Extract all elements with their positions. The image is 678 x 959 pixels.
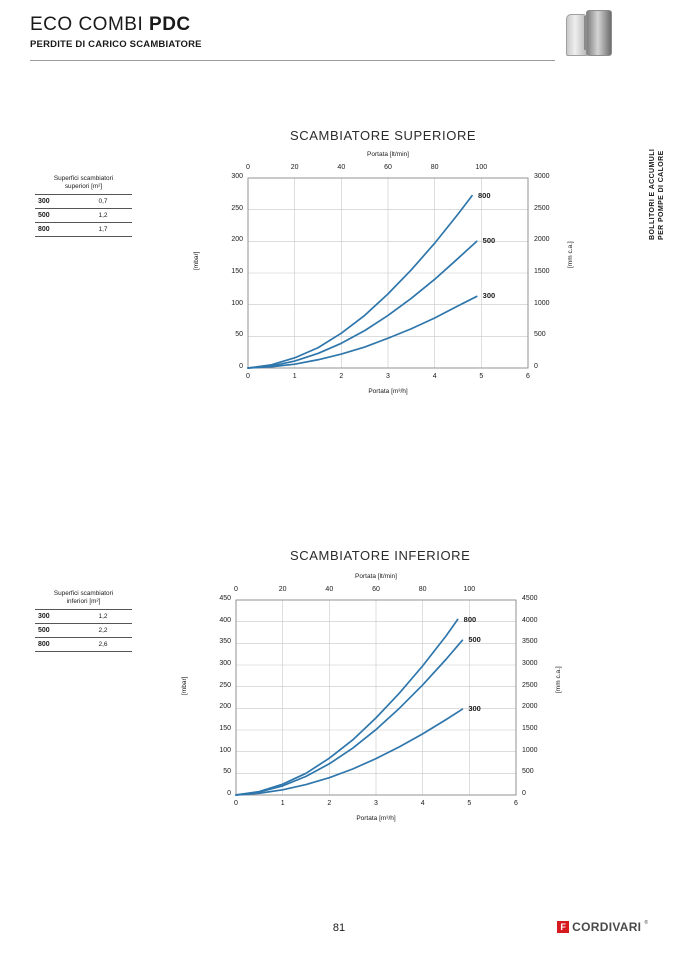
y-tick-label-right: 4500 xyxy=(522,595,538,602)
cell-value: 1,2 xyxy=(98,212,108,219)
y-tick-label-right: 2000 xyxy=(522,703,538,711)
x-tick-label: 6 xyxy=(526,373,530,380)
y-axis-title: [mbar] xyxy=(181,676,188,695)
y-tick-label: 300 xyxy=(219,660,231,667)
y-tick-label-right: 1000 xyxy=(522,746,538,754)
x-tick-label-top: 40 xyxy=(337,164,346,171)
y-tick-label: 200 xyxy=(231,236,243,244)
x-axis-top-title: Portata [lt/min] xyxy=(355,573,397,580)
chart-plot-area xyxy=(168,568,548,853)
y-tick-label: 450 xyxy=(219,595,231,602)
x-tick-label-top: 20 xyxy=(290,164,299,171)
table-row xyxy=(35,223,132,237)
x-tick-label: 4 xyxy=(420,800,425,807)
y-tick-label: 0 xyxy=(227,790,231,797)
surface-table-superiori xyxy=(35,175,132,237)
y-tick-label: 50 xyxy=(235,331,243,339)
y-tick-label: 400 xyxy=(219,616,231,624)
y-tick-label: 250 xyxy=(219,681,231,689)
x-tick-label-top: 80 xyxy=(430,164,439,171)
table-header-line2: superiori [m²] xyxy=(64,183,103,190)
cell-value: 0,7 xyxy=(98,198,108,205)
x-tick-label: 6 xyxy=(514,800,518,807)
table-row xyxy=(35,624,132,638)
x-tick-label: 3 xyxy=(386,373,390,380)
y-tick-label: 300 xyxy=(231,173,243,180)
x-tick-label: 3 xyxy=(374,800,378,807)
series-label: 300 xyxy=(482,291,496,301)
title-light: ECO COMBI xyxy=(30,14,150,35)
page-title xyxy=(30,14,555,36)
y-axis-right-title: [mm c.a.] xyxy=(567,241,574,268)
y-tick-label-right: 3500 xyxy=(522,638,538,646)
y-tick-label-right: 2500 xyxy=(522,681,538,689)
y-tick-label-right: 2500 xyxy=(534,204,550,212)
page-header xyxy=(30,14,555,50)
cell-model: 800 xyxy=(38,226,50,233)
cell-value: 1,7 xyxy=(98,226,108,233)
x-tick-label: 4 xyxy=(432,373,437,380)
y-tick-label-right: 2000 xyxy=(534,236,550,244)
y-tick-label: 50 xyxy=(223,768,231,776)
side-label-line2: PER POMPE DI CALORE xyxy=(658,150,665,240)
y-tick-label-right: 500 xyxy=(534,331,546,339)
surface-table-inferiori xyxy=(35,590,132,652)
brand-logo xyxy=(557,920,648,934)
table-row xyxy=(35,209,132,223)
x-tick-label-top: 100 xyxy=(475,164,488,171)
table-header xyxy=(35,175,132,195)
series-label: 800 xyxy=(478,190,491,200)
x-axis-title: Portata [m³/h] xyxy=(356,815,396,822)
x-axis-top-title: Portata [lt/min] xyxy=(367,151,409,158)
y-tick-label-right: 500 xyxy=(522,768,534,776)
cell-value: 1,2 xyxy=(98,613,108,620)
series-label: 500 xyxy=(468,635,481,645)
table-header xyxy=(35,590,132,610)
y-tick-label-right: 4000 xyxy=(522,616,538,624)
y-tick-label: 250 xyxy=(231,204,243,212)
cell-model: 300 xyxy=(38,613,50,620)
series-label: 300 xyxy=(468,704,481,714)
table-row xyxy=(35,638,132,652)
y-tick-label-right: 3000 xyxy=(522,660,538,667)
product-thumbnail-icon xyxy=(562,8,614,56)
x-tick-label: 2 xyxy=(339,373,344,380)
cell-model: 500 xyxy=(38,627,50,634)
x-tick-label: 2 xyxy=(327,800,332,807)
y-tick-label: 0 xyxy=(239,363,243,370)
x-tick-label: 0 xyxy=(246,373,250,380)
brand-mark-icon: F xyxy=(557,921,569,933)
table-header-line2: inferiori [m²] xyxy=(66,598,101,605)
x-tick-label: 1 xyxy=(292,373,297,380)
y-tick-label-right: 0 xyxy=(534,363,538,370)
brand-name: CORDIVARI xyxy=(572,920,642,934)
x-tick-label-top: 60 xyxy=(384,164,392,171)
page-number: 81 xyxy=(332,922,346,934)
y-tick-label-right: 1500 xyxy=(534,268,550,275)
x-tick-label-top: 100 xyxy=(463,586,476,593)
y-tick-label-right: 1000 xyxy=(534,299,550,307)
series-label: 800 xyxy=(463,614,477,624)
y-tick-label: 200 xyxy=(219,703,231,711)
cell-value: 2,6 xyxy=(98,641,108,648)
x-tick-label: 0 xyxy=(234,800,238,807)
series-label: 500 xyxy=(482,236,496,246)
cell-value: 2,2 xyxy=(98,627,108,634)
y-tick-label: 100 xyxy=(231,299,243,307)
x-tick-label: 1 xyxy=(280,800,285,807)
x-tick-label-top: 40 xyxy=(325,586,334,593)
y-tick-label: 150 xyxy=(219,725,231,732)
y-tick-label: 350 xyxy=(219,638,231,646)
table-header-line1: Superfici scambiatori xyxy=(53,175,114,182)
chart-title-superiore: SCAMBIATORE SUPERIORE xyxy=(290,128,477,143)
y-tick-label-right: 0 xyxy=(522,790,526,797)
side-label-line1: BOLLITORI E ACCUMULI xyxy=(649,148,656,240)
y-axis-title: [mbar] xyxy=(193,251,200,270)
page-subtitle: PERDITE DI CARICO SCAMBIATORE xyxy=(30,39,202,50)
y-tick-label-right: 3000 xyxy=(534,173,550,180)
chart-scambiatore-inferiore xyxy=(168,568,562,853)
y-axis-right-title: [mm c.a.] xyxy=(555,665,562,693)
brand-trademark: ® xyxy=(644,920,648,926)
x-tick-label-top: 60 xyxy=(372,586,380,593)
title-bold: PDC xyxy=(149,14,191,35)
y-tick-label: 100 xyxy=(219,746,231,754)
table-row xyxy=(35,195,132,209)
x-tick-label-top: 80 xyxy=(418,586,427,593)
x-tick-label: 5 xyxy=(479,373,484,380)
cell-model: 800 xyxy=(38,641,50,648)
x-axis-title: Portata [m³/h] xyxy=(368,388,408,395)
cell-model: 300 xyxy=(38,198,50,205)
x-tick-label-top: 0 xyxy=(234,586,238,593)
chart-scambiatore-superiore xyxy=(180,150,574,435)
y-tick-label-right: 1500 xyxy=(522,725,538,732)
cell-model: 500 xyxy=(38,212,50,219)
header-divider xyxy=(30,60,555,61)
section-side-label xyxy=(650,40,672,240)
table-row xyxy=(35,610,132,624)
chart-title-inferiore: SCAMBIATORE INFERIORE xyxy=(290,548,471,563)
table-header-line1: Superfici scambiatori xyxy=(53,590,114,597)
tank-right-shape xyxy=(586,10,612,56)
x-tick-label: 5 xyxy=(467,800,472,807)
y-tick-label: 150 xyxy=(231,268,243,275)
x-tick-label-top: 20 xyxy=(278,586,287,593)
x-tick-label-top: 0 xyxy=(246,164,250,171)
